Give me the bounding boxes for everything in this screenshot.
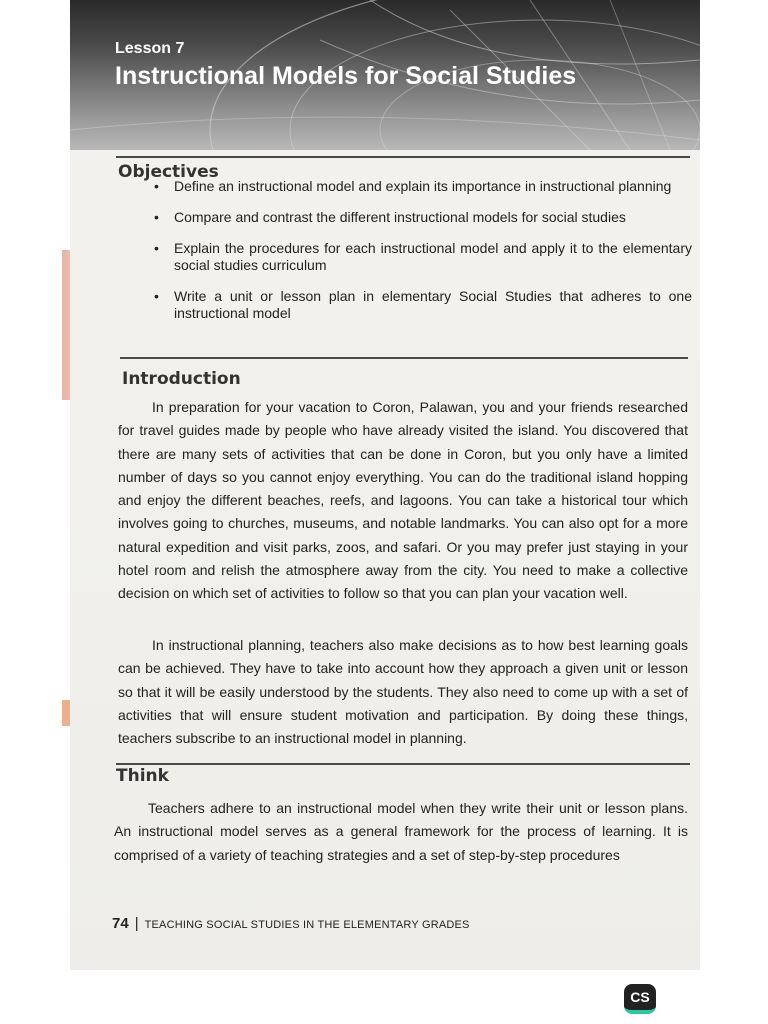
think-paragraph: Teachers adhere to an instructional model when they write their unit or lesson plans. An instructional model serves as a general framework for the process of learning. It is comprised of a variety of teaching strategies and a set of step-by-step procedures [114, 800, 688, 863]
page-footer [112, 915, 470, 933]
objective-item: • Compare and contrast the different instructional models for social studies [154, 209, 626, 225]
objective-item: • Write a unit or lesson plan in elementary Social Studies that adheres to one instructional model [154, 288, 692, 321]
section-divider [116, 156, 690, 158]
introduction-heading: Introduction [122, 369, 241, 389]
lesson-title: Instructional Models for Social Studies [115, 62, 577, 90]
introduction-paragraph: In instructional planning, teachers also make decisions as to how best learning goals can be achieved. They have to take into account how they approach a given unit or lesson so that it will be easily understood by the students. They also need to come up with a set of activities that will ensure student motivation and participation. By doing these things, teachers subscribe to an instructional model in planning. [118, 637, 688, 747]
think-heading: Think [116, 766, 169, 786]
lesson-number: Lesson 7 [115, 40, 185, 57]
objective-item: • Explain the procedures for each instructional model and apply it to the elementary social studies curriculum [154, 240, 692, 273]
book-title: TEACHING SOCIAL STUDIES IN THE ELEMENTARY GRADES [144, 919, 470, 931]
footer-separator: | [134, 915, 139, 932]
page-number: 74 [112, 915, 129, 932]
introduction-paragraph: In preparation for your vacation to Coron, Palawan, you and your friends researched for travel guides made by people who have already visited the island. You discovered that there are many sets of activities that can be done in Coron, but you only have a limited number of days so you cannot enjoy everything. You can do the traditional island hopping and enjoy the different beaches, reefs, and lagoons. You can take a historical tour which involves going to churches, museums, and notable landmarks. You can also opt for a more natural expedition and visit parks, zoos, and safari. Or you may prefer just staying in your hotel room and relish the atmosphere away from the city. You need to make a collective decision on which set of activities to follow so that you can plan your vacation well. [118, 399, 688, 602]
section-divider [116, 763, 690, 765]
bullet-icon: • [154, 240, 159, 256]
bullet-icon: • [154, 288, 159, 304]
book-page [70, 0, 700, 970]
lesson-banner [70, 0, 700, 150]
bullet-icon: • [154, 209, 159, 225]
objectives-list [152, 178, 692, 336]
objectives-heading: Objectives [118, 162, 219, 182]
camscanner-logo-icon: CS [624, 984, 656, 1014]
bullet-icon: • [154, 178, 159, 194]
section-divider [120, 357, 688, 359]
objective-item: • Define an instructional model and explain its importance in instructional planning [154, 178, 672, 194]
